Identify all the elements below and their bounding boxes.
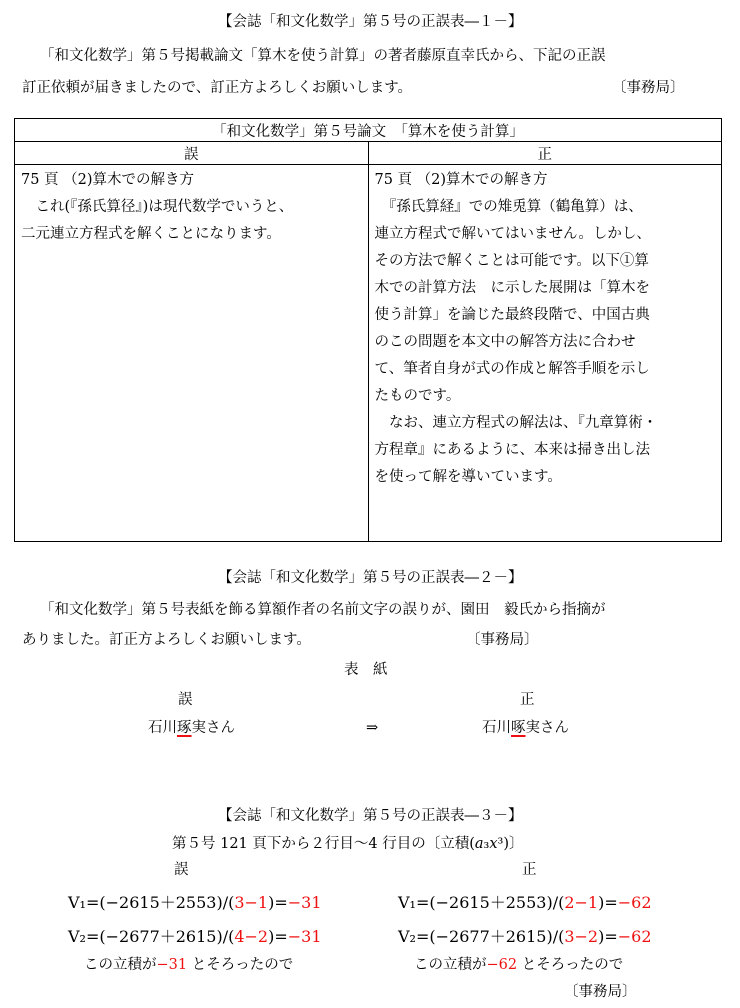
wrong-v1-equation bbox=[68, 890, 322, 913]
section2-intro-line1: 「和文化数学」第５号表紙を飾る算額作者の名前文字の誤りが、園田 毅氏から指摘が bbox=[40, 602, 606, 618]
note-suffix: とそろったので bbox=[187, 957, 294, 973]
section2-wrong-header: 誤 bbox=[178, 692, 193, 708]
eq-close: )= bbox=[268, 927, 288, 946]
eq-close: )= bbox=[598, 893, 618, 912]
note-prefix: この立積が bbox=[84, 957, 157, 973]
eq-red-denominator: 3−1 bbox=[234, 893, 269, 912]
arrow-icon: ⇒ bbox=[366, 720, 379, 736]
section1-intro-line2: 訂正依頼が届きましたので、訂正方よろしくお願いします。 bbox=[22, 80, 413, 96]
section3-signature: 〔事務局〕 bbox=[564, 984, 637, 1000]
wrong-line: これ(『孫氏算径』)は現代数学でいうと、 bbox=[21, 199, 294, 215]
right-v1-equation bbox=[398, 890, 652, 913]
eq-expr: =(−2677＋2615)/( bbox=[85, 927, 235, 946]
wrong-name-prefix: 石川 bbox=[148, 720, 177, 736]
section2-heading: 【会誌「和文化数学」第５号の正誤表―２－】 bbox=[218, 570, 523, 586]
right-name bbox=[482, 718, 569, 738]
eq-red-denominator: 4−2 bbox=[234, 927, 269, 946]
eq-red-result: −31 bbox=[287, 927, 322, 946]
wrong-line: 75 頁 （2)算木での解き方 bbox=[21, 172, 195, 188]
right-column-header: 正 bbox=[368, 142, 722, 165]
right-line: 木での計算方法 に示した展開は「算木を bbox=[374, 280, 650, 296]
right-line: たものです。 bbox=[374, 388, 461, 404]
section3-subtitle: 第５号 121 頁下から２行目～4 行目の〔立積(𝑎₃𝑥³)〕 bbox=[172, 836, 524, 852]
eq-red-denominator: 3−2 bbox=[564, 927, 599, 946]
eq-label: V₁ bbox=[68, 893, 86, 912]
right-line: 方程章』にあるように、本来は掃き出し法 bbox=[374, 442, 650, 458]
errata-table bbox=[14, 118, 722, 542]
section2-intro-line2: ありました。訂正方よろしくお願いします。 bbox=[22, 632, 311, 648]
eq-close: )= bbox=[598, 927, 618, 946]
right-line: その方法で解くことは可能です。以下①算 bbox=[374, 253, 649, 269]
errata-table-title: 「和文化数学」第５号論文 「算木を使う計算」 bbox=[15, 119, 722, 142]
section1-signature: 〔事務局〕 bbox=[612, 80, 685, 96]
right-note bbox=[414, 955, 623, 975]
eq-expr: =(−2615＋2553)/( bbox=[415, 893, 565, 912]
eq-close: )= bbox=[268, 893, 288, 912]
section1-intro-line1: 「和文化数学」第５号掲載論文「算木を使う計算」の著者藤原直幸氏から、下記の正誤 bbox=[40, 48, 606, 64]
wrong-v2-equation bbox=[68, 924, 322, 947]
right-line: 連立方程式で解いてはいません。しかし、 bbox=[374, 226, 651, 242]
wrong-name bbox=[148, 718, 235, 738]
note-red-value: −62 bbox=[486, 957, 518, 973]
eq-red-result: −31 bbox=[287, 893, 322, 912]
section2-signature: 〔事務局〕 bbox=[466, 632, 539, 648]
wrong-column-header: 誤 bbox=[15, 142, 369, 165]
right-name-char: 啄 bbox=[511, 720, 526, 736]
wrong-name-char: 琢 bbox=[177, 720, 192, 736]
eq-label: V₁ bbox=[398, 893, 416, 912]
eq-red-denominator: 2−1 bbox=[564, 893, 599, 912]
right-name-suffix: 実さん bbox=[525, 720, 569, 736]
section3-wrong-header: 誤 bbox=[174, 862, 189, 878]
right-line: を使って解を導いています。 bbox=[374, 469, 562, 485]
eq-red-result: −62 bbox=[617, 927, 652, 946]
right-line: のこの問題を本文中の解答方法に合わせ bbox=[374, 334, 636, 350]
wrong-line: 二元連立方程式を解くことになります。 bbox=[21, 226, 281, 242]
section1-heading: 【会誌「和文化数学」第５号の正誤表―１－】 bbox=[218, 14, 523, 30]
note-red-value: −31 bbox=[156, 957, 188, 973]
right-line: 75 頁 （2)算木での解き方 bbox=[374, 172, 548, 188]
right-line: 『孫氏算経』での雉兎算（鶴亀算）は、 bbox=[374, 199, 643, 215]
section3-heading: 【会誌「和文化数学」第５号の正誤表―３－】 bbox=[218, 808, 523, 824]
eq-expr: =(−2677＋2615)/( bbox=[415, 927, 565, 946]
wrong-name-suffix: 実さん bbox=[191, 720, 235, 736]
eq-red-result: −62 bbox=[617, 893, 652, 912]
section2-right-header: 正 bbox=[520, 692, 535, 708]
right-v2-equation bbox=[398, 924, 652, 947]
section3-right-header: 正 bbox=[522, 862, 537, 878]
right-text-cell bbox=[368, 165, 722, 542]
eq-label: V₂ bbox=[398, 927, 416, 946]
eq-expr: =(−2615＋2553)/( bbox=[85, 893, 235, 912]
wrong-text-cell bbox=[15, 165, 369, 542]
right-line: て、筆者自身が式の作成と解答手順を示し bbox=[374, 361, 650, 377]
right-name-prefix: 石川 bbox=[482, 720, 511, 736]
right-line: 使う計算」を論じた最終段階で、中国古典 bbox=[374, 307, 650, 323]
cover-subtitle: 表 紙 bbox=[344, 662, 388, 678]
eq-label: V₂ bbox=[68, 927, 86, 946]
note-prefix: この立積が bbox=[414, 957, 487, 973]
right-line: なお、連立方程式の解法は、『九章算術・ bbox=[374, 415, 658, 431]
note-suffix: とそろったので bbox=[517, 957, 624, 973]
wrong-note bbox=[84, 955, 293, 975]
